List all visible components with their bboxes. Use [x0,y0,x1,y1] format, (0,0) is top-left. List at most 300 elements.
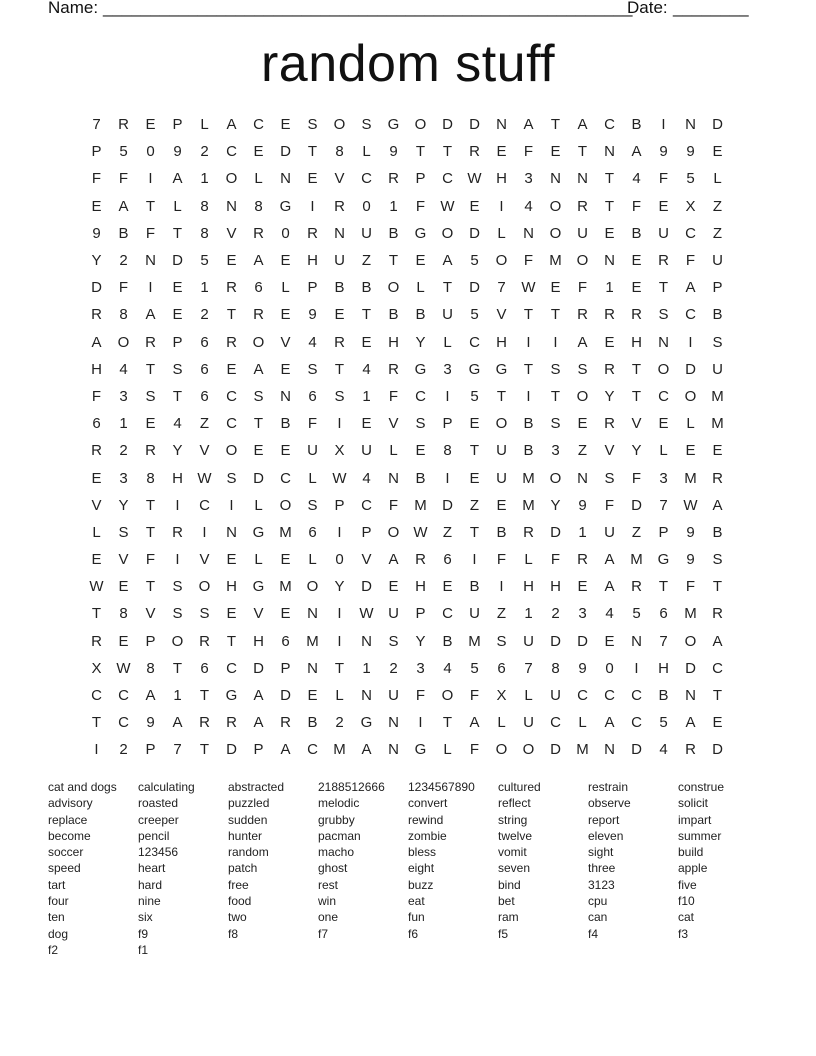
grid-cell[interactable]: F [523,252,534,270]
grid-cell[interactable]: M [576,741,589,759]
grid-cell[interactable]: 1 [119,415,128,433]
grid-cell[interactable]: U [388,605,399,623]
grid-cell[interactable]: F [577,279,588,297]
grid-cell[interactable]: X [334,442,345,460]
grid-cell[interactable]: C [118,687,129,705]
grid-cell[interactable]: D [253,659,264,677]
grid-cell[interactable]: 7 [524,659,533,677]
grid-cell[interactable]: R [253,224,264,242]
grid-cell[interactable]: N [388,741,399,759]
grid-cell[interactable]: O [549,224,562,242]
grid-cell[interactable]: L [659,442,668,460]
grid-cell[interactable]: R [604,306,615,324]
grid-cell[interactable]: U [442,306,453,324]
grid-cell[interactable]: 7 [173,741,182,759]
grid-cell[interactable]: O [657,360,670,378]
grid-cell[interactable]: D [91,279,102,297]
grid-cell[interactable]: N [226,197,237,215]
grid-cell[interactable]: 3 [524,170,533,188]
grid-cell[interactable]: N [361,632,372,650]
grid-cell[interactable]: S [550,415,561,433]
grid-cell[interactable]: M [684,605,697,623]
grid-cell[interactable]: L [443,333,452,351]
grid-cell[interactable]: 9 [659,143,668,161]
grid-cell[interactable]: A [172,170,183,188]
grid-cell[interactable]: 4 [632,170,641,188]
grid-cell[interactable]: R [577,306,588,324]
grid-cell[interactable]: L [281,279,290,297]
grid-cell[interactable]: L [524,551,533,569]
grid-cell[interactable]: B [334,279,345,297]
grid-cell[interactable]: O [549,469,562,487]
grid-cell[interactable]: D [361,578,372,596]
grid-cell[interactable]: P [172,116,183,134]
grid-cell[interactable]: E [712,714,723,732]
grid-cell[interactable]: Z [577,442,588,460]
grid-cell[interactable]: Z [199,415,210,433]
grid-cell[interactable]: 2 [119,741,128,759]
grid-cell[interactable]: B [280,415,291,433]
grid-cell[interactable]: A [280,741,291,759]
grid-cell[interactable]: T [307,143,318,161]
grid-cell[interactable]: S [145,387,156,405]
grid-cell[interactable]: T [577,143,588,161]
grid-cell[interactable]: O [522,741,535,759]
grid-cell[interactable]: E [658,197,669,215]
grid-cell[interactable]: D [550,523,561,541]
grid-cell[interactable]: O [576,387,589,405]
grid-cell[interactable]: E [577,578,588,596]
grid-cell[interactable]: I [337,632,342,650]
grid-cell[interactable]: O [684,632,697,650]
grid-cell[interactable]: A [577,333,588,351]
grid-cell[interactable]: 1 [605,279,614,297]
grid-cell[interactable]: G [252,578,265,596]
grid-cell[interactable]: H [523,578,534,596]
grid-cell[interactable]: R [334,197,345,215]
grid-cell[interactable]: 3 [416,659,425,677]
grid-cell[interactable]: I [661,116,666,134]
grid-cell[interactable]: A [685,279,696,297]
grid-cell[interactable]: E [496,143,507,161]
grid-cell[interactable]: L [92,523,101,541]
grid-cell[interactable]: H [388,333,399,351]
grid-cell[interactable]: G [279,197,292,215]
grid-cell[interactable]: C [658,387,669,405]
grid-cell[interactable]: R [415,551,426,569]
grid-cell[interactable]: V [199,442,210,460]
grid-cell[interactable]: T [145,578,156,596]
grid-cell[interactable]: 9 [686,143,695,161]
grid-cell[interactable]: T [712,578,723,596]
grid-cell[interactable]: B [712,523,723,541]
grid-cell[interactable]: R [469,143,480,161]
grid-cell[interactable]: E [685,442,696,460]
grid-cell[interactable]: 4 [119,360,128,378]
grid-cell[interactable]: F [631,469,642,487]
grid-cell[interactable]: T [658,279,669,297]
grid-cell[interactable]: R [91,442,102,460]
grid-cell[interactable]: T [631,360,642,378]
grid-cell[interactable]: 9 [686,523,695,541]
grid-cell[interactable]: 5 [470,252,479,270]
grid-cell[interactable]: F [388,387,399,405]
grid-cell[interactable]: F [307,415,318,433]
grid-cell[interactable]: D [172,252,183,270]
grid-cell[interactable]: 5 [632,605,641,623]
grid-cell[interactable]: E [604,632,615,650]
grid-cell[interactable]: N [685,687,696,705]
grid-cell[interactable]: 8 [119,306,128,324]
grid-cell[interactable]: A [253,687,264,705]
grid-cell[interactable]: T [199,687,210,705]
grid-cell[interactable]: F [658,170,669,188]
grid-cell[interactable]: V [118,551,129,569]
grid-cell[interactable]: A [604,714,615,732]
grid-cell[interactable]: F [415,687,426,705]
grid-cell[interactable]: Z [469,496,480,514]
grid-cell[interactable]: O [225,442,238,460]
grid-cell[interactable]: 9 [92,224,101,242]
grid-cell[interactable]: R [631,306,642,324]
grid-cell[interactable]: N [361,687,372,705]
grid-cell[interactable]: C [604,687,615,705]
grid-cell[interactable]: N [523,224,534,242]
grid-cell[interactable]: T [604,170,615,188]
grid-cell[interactable]: S [712,333,723,351]
grid-cell[interactable]: 8 [254,197,263,215]
grid-cell[interactable]: P [361,523,372,541]
grid-cell[interactable]: A [712,632,723,650]
grid-cell[interactable]: Z [631,523,642,541]
grid-cell[interactable]: E [712,143,723,161]
grid-cell[interactable]: O [387,523,400,541]
grid-cell[interactable]: U [496,442,507,460]
grid-cell[interactable]: 6 [200,387,209,405]
grid-cell[interactable]: E [307,170,318,188]
grid-cell[interactable]: U [712,252,723,270]
grid-cell[interactable]: V [280,333,291,351]
grid-cell[interactable]: T [172,387,183,405]
grid-cell[interactable]: P [307,279,318,297]
grid-cell[interactable]: 8 [443,442,452,460]
grid-cell[interactable]: N [226,523,237,541]
grid-cell[interactable]: U [604,523,615,541]
grid-cell[interactable]: S [577,360,588,378]
grid-cell[interactable]: 9 [308,306,317,324]
grid-cell[interactable]: E [550,143,561,161]
grid-cell[interactable]: C [280,469,291,487]
grid-cell[interactable]: V [91,496,102,514]
grid-cell[interactable]: E [253,143,264,161]
grid-cell[interactable]: U [307,442,318,460]
grid-cell[interactable]: 4 [173,415,182,433]
grid-cell[interactable]: M [711,415,724,433]
grid-cell[interactable]: S [496,632,507,650]
grid-cell[interactable]: T [361,306,372,324]
grid-cell[interactable]: E [172,279,183,297]
grid-cell[interactable]: R [91,306,102,324]
grid-cell[interactable]: T [172,659,183,677]
grid-cell[interactable]: D [631,496,642,514]
grid-cell[interactable]: N [388,469,399,487]
grid-cell[interactable]: C [361,170,372,188]
grid-cell[interactable]: C [253,116,264,134]
grid-cell[interactable]: Z [442,523,453,541]
grid-cell[interactable]: 5 [119,143,128,161]
grid-cell[interactable]: 5 [686,170,695,188]
grid-cell[interactable]: D [631,741,642,759]
grid-cell[interactable]: A [577,116,588,134]
grid-cell[interactable]: E [712,442,723,460]
grid-cell[interactable]: P [172,333,183,351]
grid-cell[interactable]: N [631,632,642,650]
grid-cell[interactable]: C [361,496,372,514]
grid-cell[interactable]: G [387,116,400,134]
grid-cell[interactable]: D [280,143,291,161]
grid-cell[interactable]: I [526,387,531,405]
grid-cell[interactable]: C [226,387,237,405]
grid-cell[interactable]: E [145,116,156,134]
grid-cell[interactable]: S [172,360,183,378]
grid-cell[interactable]: R [604,415,615,433]
grid-cell[interactable]: 1 [362,659,371,677]
grid-cell[interactable]: 6 [308,387,317,405]
grid-cell[interactable]: C [442,605,453,623]
grid-cell[interactable]: V [226,224,237,242]
grid-cell[interactable]: A [712,496,723,514]
grid-cell[interactable]: T [523,306,534,324]
grid-cell[interactable]: W [116,659,131,677]
grid-cell[interactable]: O [333,116,346,134]
grid-cell[interactable]: N [496,116,507,134]
grid-cell[interactable]: U [577,224,588,242]
grid-cell[interactable]: A [226,116,237,134]
grid-cell[interactable]: T [496,387,507,405]
grid-cell[interactable]: L [497,714,506,732]
grid-cell[interactable]: E [226,360,237,378]
grid-cell[interactable]: F [145,551,156,569]
grid-cell[interactable]: N [577,469,588,487]
grid-cell[interactable]: C [415,387,426,405]
grid-cell[interactable]: 8 [200,224,209,242]
grid-cell[interactable]: I [634,659,639,677]
grid-cell[interactable]: I [445,469,450,487]
grid-cell[interactable]: V [145,605,156,623]
grid-cell[interactable]: U [658,224,669,242]
grid-cell[interactable]: V [496,306,507,324]
grid-cell[interactable]: V [253,605,264,623]
grid-cell[interactable]: E [442,578,453,596]
grid-cell[interactable]: 0 [146,143,155,161]
grid-cell[interactable]: R [199,714,210,732]
grid-cell[interactable]: C [226,143,237,161]
grid-cell[interactable]: R [199,632,210,650]
grid-cell[interactable]: L [254,551,263,569]
grid-cell[interactable]: W [521,279,536,297]
grid-cell[interactable]: O [684,387,697,405]
grid-cell[interactable]: 1 [173,687,182,705]
grid-cell[interactable]: 8 [335,143,344,161]
grid-cell[interactable]: R [307,224,318,242]
grid-cell[interactable]: E [577,415,588,433]
grid-cell[interactable]: D [712,741,723,759]
grid-cell[interactable]: Y [604,387,615,405]
grid-cell[interactable]: I [499,197,504,215]
grid-cell[interactable]: T [145,496,156,514]
grid-cell[interactable]: U [361,224,372,242]
grid-cell[interactable]: T [91,605,102,623]
grid-cell[interactable]: H [307,252,318,270]
grid-cell[interactable]: R [523,523,534,541]
grid-cell[interactable]: E [280,360,291,378]
grid-cell[interactable]: R [631,578,642,596]
grid-cell[interactable]: T [253,415,264,433]
grid-cell[interactable]: D [469,116,480,134]
grid-cell[interactable]: W [89,578,104,596]
grid-cell[interactable]: R [604,360,615,378]
grid-cell[interactable]: E [469,197,480,215]
grid-cell[interactable]: P [442,415,453,433]
grid-cell[interactable]: 3 [578,605,587,623]
grid-cell[interactable]: F [469,741,480,759]
grid-cell[interactable]: H [496,170,507,188]
grid-cell[interactable]: 2 [551,605,560,623]
grid-cell[interactable]: C [631,714,642,732]
grid-cell[interactable]: S [334,387,345,405]
grid-cell[interactable]: B [415,469,426,487]
grid-cell[interactable]: G [657,551,670,569]
grid-cell[interactable]: O [387,279,400,297]
grid-cell[interactable]: Z [361,252,372,270]
grid-cell[interactable]: S [226,469,237,487]
grid-cell[interactable]: Y [550,496,561,514]
grid-cell[interactable]: N [604,143,615,161]
grid-cell[interactable]: R [388,170,399,188]
grid-cell[interactable]: L [254,170,263,188]
grid-cell[interactable]: S [172,578,183,596]
grid-cell[interactable]: O [225,170,238,188]
grid-cell[interactable]: A [145,306,156,324]
grid-cell[interactable]: D [442,496,453,514]
grid-cell[interactable]: G [225,687,238,705]
grid-cell[interactable]: E [469,415,480,433]
grid-cell[interactable]: H [631,333,642,351]
grid-cell[interactable]: S [199,605,210,623]
grid-cell[interactable]: F [415,197,426,215]
grid-cell[interactable]: T [550,116,561,134]
grid-cell[interactable]: O [549,197,562,215]
grid-cell[interactable]: W [440,197,455,215]
grid-cell[interactable]: Y [415,632,426,650]
grid-cell[interactable]: R [172,523,183,541]
grid-cell[interactable]: B [496,523,507,541]
grid-cell[interactable]: P [145,741,156,759]
grid-cell[interactable]: C [469,333,480,351]
grid-cell[interactable]: E [361,415,372,433]
grid-cell[interactable]: P [253,741,264,759]
grid-cell[interactable]: M [522,469,535,487]
grid-cell[interactable]: E [91,551,102,569]
grid-cell[interactable]: L [362,143,371,161]
grid-cell[interactable]: D [253,469,264,487]
grid-cell[interactable]: 3 [659,469,668,487]
grid-cell[interactable]: F [550,551,561,569]
grid-cell[interactable]: X [496,687,507,705]
grid-cell[interactable]: U [523,632,534,650]
grid-cell[interactable]: I [229,496,234,514]
grid-cell[interactable]: G [252,523,265,541]
grid-cell[interactable]: I [553,333,558,351]
grid-cell[interactable]: 8 [119,605,128,623]
grid-cell[interactable]: R [577,551,588,569]
grid-cell[interactable]: B [388,224,399,242]
grid-cell[interactable]: R [577,197,588,215]
grid-cell[interactable]: Z [712,197,723,215]
grid-cell[interactable]: 2 [119,252,128,270]
grid-cell[interactable]: U [712,360,723,378]
grid-cell[interactable]: G [360,714,373,732]
grid-cell[interactable]: 9 [173,143,182,161]
grid-cell[interactable]: W [332,469,347,487]
grid-cell[interactable]: W [413,523,428,541]
grid-cell[interactable]: P [91,143,102,161]
grid-cell[interactable]: F [118,170,129,188]
grid-cell[interactable]: E [496,496,507,514]
grid-cell[interactable]: V [631,415,642,433]
grid-cell[interactable]: N [280,170,291,188]
grid-cell[interactable]: P [712,279,723,297]
grid-cell[interactable]: E [469,469,480,487]
grid-cell[interactable]: A [253,252,264,270]
grid-cell[interactable]: B [523,442,534,460]
grid-cell[interactable]: A [631,143,642,161]
grid-cell[interactable]: T [658,578,669,596]
grid-cell[interactable]: T [442,279,453,297]
grid-cell[interactable]: 1 [362,387,371,405]
grid-cell[interactable]: C [685,224,696,242]
grid-cell[interactable]: M [684,469,697,487]
grid-cell[interactable]: Y [334,578,345,596]
grid-cell[interactable]: O [117,333,130,351]
grid-cell[interactable]: W [359,605,374,623]
grid-cell[interactable]: B [307,714,318,732]
grid-cell[interactable]: I [337,605,342,623]
grid-cell[interactable]: T [442,714,453,732]
grid-cell[interactable]: Y [415,333,426,351]
grid-cell[interactable]: I [526,333,531,351]
grid-cell[interactable]: D [469,224,480,242]
grid-cell[interactable]: G [495,360,508,378]
grid-cell[interactable]: T [523,360,534,378]
grid-cell[interactable]: U [523,714,534,732]
grid-cell[interactable]: M [549,252,562,270]
grid-cell[interactable]: T [631,387,642,405]
grid-cell[interactable]: 1 [578,523,587,541]
grid-cell[interactable]: C [307,741,318,759]
grid-cell[interactable]: F [469,687,480,705]
grid-cell[interactable]: F [685,252,696,270]
grid-cell[interactable]: 3 [119,387,128,405]
grid-cell[interactable]: F [523,143,534,161]
grid-cell[interactable]: D [469,279,480,297]
grid-cell[interactable]: H [91,360,102,378]
grid-cell[interactable]: 2 [200,306,209,324]
grid-cell[interactable]: H [550,578,561,596]
grid-cell[interactable]: A [604,578,615,596]
grid-cell[interactable]: 6 [308,523,317,541]
grid-cell[interactable]: E [226,252,237,270]
